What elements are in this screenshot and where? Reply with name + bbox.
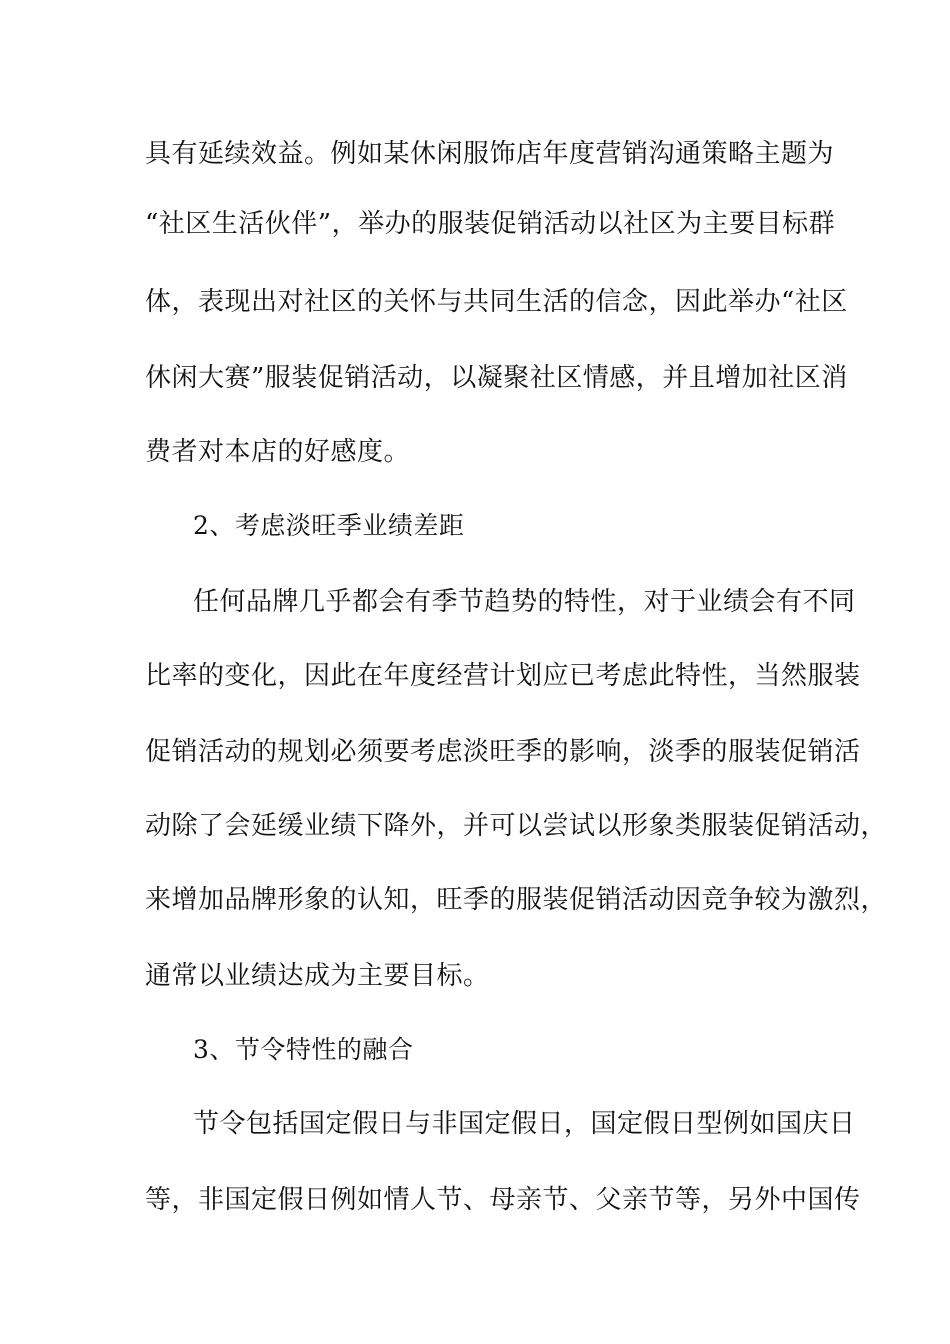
text-line: 来增加品牌形象的认知，旺季的服装促销活动因竞争较为激烈， — [145, 885, 888, 915]
text-line: 等，非国定假日例如情人节、母亲节、父亲节等，另外中国传 — [145, 1185, 861, 1215]
text-line: 促销活动的规划必须要考虑淡旺季的影响，淡季的服装促销活 — [145, 737, 861, 767]
section-heading: 2、考虑淡旺季业绩差距 — [193, 511, 465, 540]
text-line: 费者对本店的好感度。 — [145, 437, 411, 467]
text-line: 通常以业绩达成为主要目标。 — [145, 961, 490, 991]
text-line: 体，表现出对社区的关怀与共同生活的信念，因此举办“社区 — [145, 287, 848, 317]
text-line: “社区生活伙伴”，举办的服装促销活动以社区为主要目标群 — [145, 209, 836, 239]
text-line: 节令包括国定假日与非国定假日，国定假日型例如国庆日 — [193, 1109, 856, 1139]
text-line: 休闲大赛”服装促销活动，以凝聚社区情感，并且增加社区消 — [145, 363, 848, 393]
text-line: 任何品牌几乎都会有季节趋势的特性，对于业绩会有不同 — [193, 587, 856, 617]
text-line: 具有延续效益。例如某休闲服饰店年度营销沟通策略主题为 — [145, 139, 835, 169]
text-line: 比率的变化，因此在年度经营计划应已考虑此特性，当然服装 — [145, 661, 861, 691]
section-heading: 3、节令特性的融合 — [193, 1035, 414, 1064]
text-line: 动除了会延缓业绩下降外，并可以尝试以形象类服装促销活动， — [145, 811, 888, 841]
